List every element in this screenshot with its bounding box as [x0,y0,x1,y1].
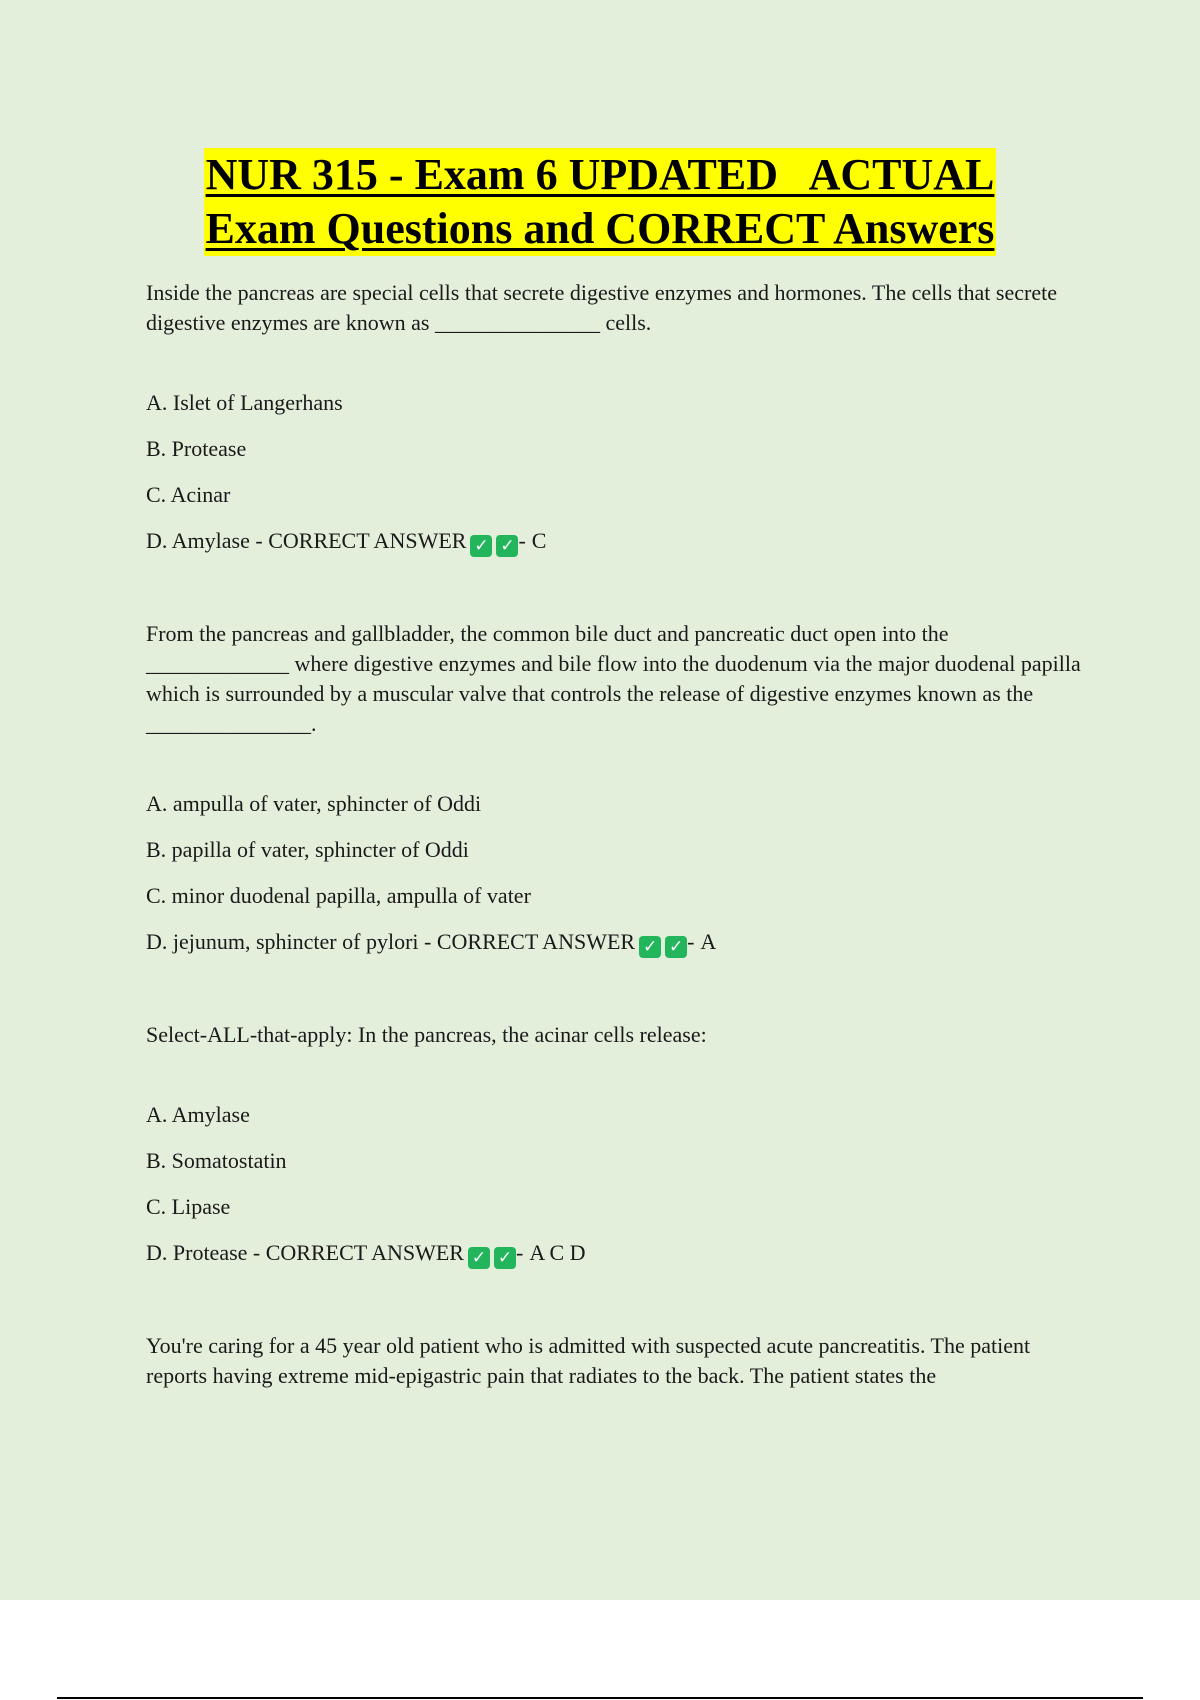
option-b: B. papilla of vater, sphincter of Oddi [146,837,469,862]
question-4 [146,1331,1096,1391]
correct-answer: C [531,528,547,553]
option-d-with-answer [146,927,1096,958]
question-text: You're caring for a 45 year old patient who is admitted with suspected acute pancreatitis. The patient reports having extreme mid-epigastric pain that radiates to the back. The patient states the [146,1333,1031,1388]
option-d-text: D. Protease - CORRECT ANSWER [146,1240,464,1265]
option-b: B. Protease [146,436,247,461]
option-a: A. ampulla of vater, sphincter of Oddi [146,791,482,816]
option-list [146,789,1096,958]
option-list [146,388,1096,557]
question-list [146,278,1096,1453]
answer-separator: - [687,929,695,954]
check-mark-icon: ✓ [639,936,661,958]
correct-answer: A C D [529,1240,586,1265]
question-text: From the pancreas and gallbladder, the common bile duct and pancreatic duct open into the _____________ where digestive enzymes and bile flow into the duodenum via the major duodenal papilla which is surrounded by a muscular valve that controls the release of digestive enzymes known as the _______________. [146,621,1081,736]
option-d-with-answer [146,1238,1096,1269]
question-text: Select-ALL-that-apply: In the pancreas, the acinar cells release: [146,1022,707,1047]
option-c: C. Lipase [146,1194,231,1219]
option-d-text: D. jejunum, sphincter of pylori - CORRECT ANSWER [146,929,636,954]
question-3 [146,1020,1096,1269]
option-c: C. minor duodenal papilla, ampulla of vater [146,883,531,908]
answer-separator: - [515,1240,524,1265]
question-1 [146,278,1096,557]
question-text: Inside the pancreas are special cells that secrete digestive enzymes and hormones. The cells that secrete digestive enzymes are known as _______________ cells. [146,280,1057,335]
document-title [0,148,1200,256]
option-b: B. Somatostatin [146,1148,287,1173]
option-a: A. Islet of Langerhans [146,390,343,415]
question-2 [146,619,1096,958]
footer-divider [57,1697,1143,1699]
check-mark-icon: ✓ [494,1247,516,1269]
check-mark-icon: ✓ [665,936,687,958]
title-line-1: NUR 315 - Exam 6 UPDATED ACTUAL [204,148,997,202]
check-mark-icon: ✓ [496,535,518,557]
check-mark-icon: ✓ [470,535,492,557]
option-d-text: D. Amylase - CORRECT ANSWER [146,528,467,553]
option-d-with-answer [146,526,1096,557]
option-a: A. Amylase [146,1102,250,1127]
check-mark-icon: ✓ [468,1247,490,1269]
option-c: C. Acinar [146,482,231,507]
answer-separator: - [518,528,526,553]
option-list [146,1100,1096,1269]
correct-answer: A [700,929,717,954]
title-line-2: Exam Questions and CORRECT Answers [204,202,997,256]
